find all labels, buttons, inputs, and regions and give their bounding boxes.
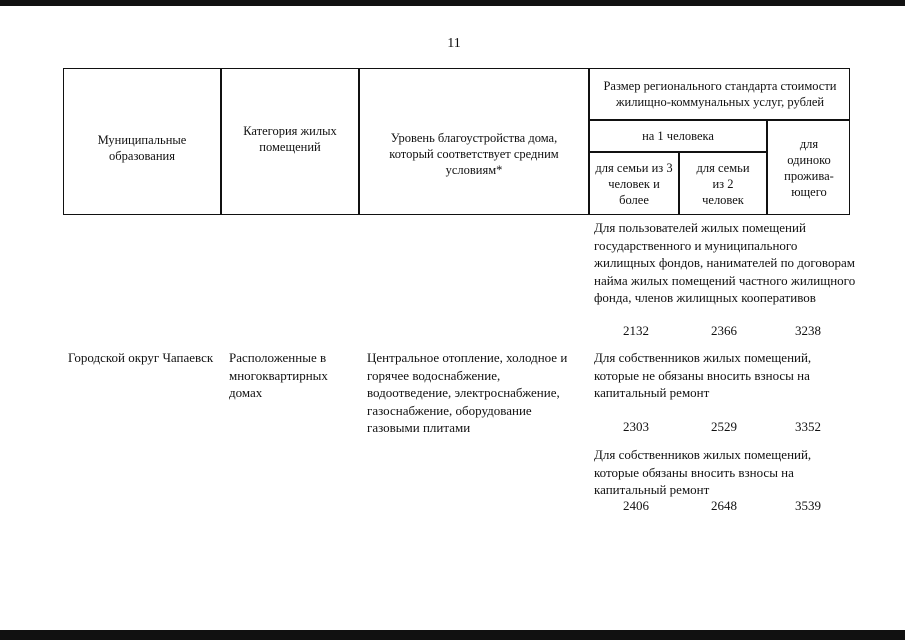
header-standard: Размер регионального стандарта стоимости жилищно-коммунальных услуг, рублей [603,79,837,109]
improvement-cell: Центральное отопление, холодное и горячее водоснабжение, водоотведение, электроснабжение, газоснабжение, оборудование газовыми плитами [367,350,568,435]
header-improvement: Уровень благоустройства дома, который соответствует средним условиям* [389,130,559,177]
header-single: для одиноко прожива-ющего [784,136,834,199]
value-single: 3352 [795,419,821,434]
group-label-users: Для пользователей жилых помещений государственного и муниципального жилищных фондов, нанимателей по договорам найма жилых помещений частного жилищного фонда, членов жилищных кооперативов [594,220,856,305]
table-header [63,68,850,215]
value-family3: 2303 [623,419,649,434]
value-family2: 2529 [711,419,737,434]
value-family3: 2406 [623,498,649,513]
municipality-cell: Городской округ Чапаевск [68,350,214,365]
top-scan-border [0,0,905,6]
header-category: Категория жилых помещений [243,123,337,154]
group-label-owners-repair: Для собственников жилых помещений, которые обязаны вносить взносы на капитальный ремонт [594,447,812,497]
group-label-owners-no-repair: Для собственников жилых помещений, которые не обязаны вносить взносы на капитальный ремонт [594,350,812,400]
value-family3: 2132 [623,323,649,338]
header-family2: для семьи из 2 человек [696,160,750,207]
value-family2: 2366 [711,323,737,338]
category-cell: Расположенные в многоквартирных домах [229,350,328,400]
header-family3: для семьи из 3 человек и более [595,160,673,207]
bottom-scan-border [0,630,905,640]
header-municipality: Муниципальные образования [97,132,187,163]
header-per-person: на 1 человека [642,129,714,143]
value-single: 3238 [795,323,821,338]
value-single: 3539 [795,498,821,513]
page-number: 11 [447,36,461,51]
value-family2: 2648 [711,498,737,513]
